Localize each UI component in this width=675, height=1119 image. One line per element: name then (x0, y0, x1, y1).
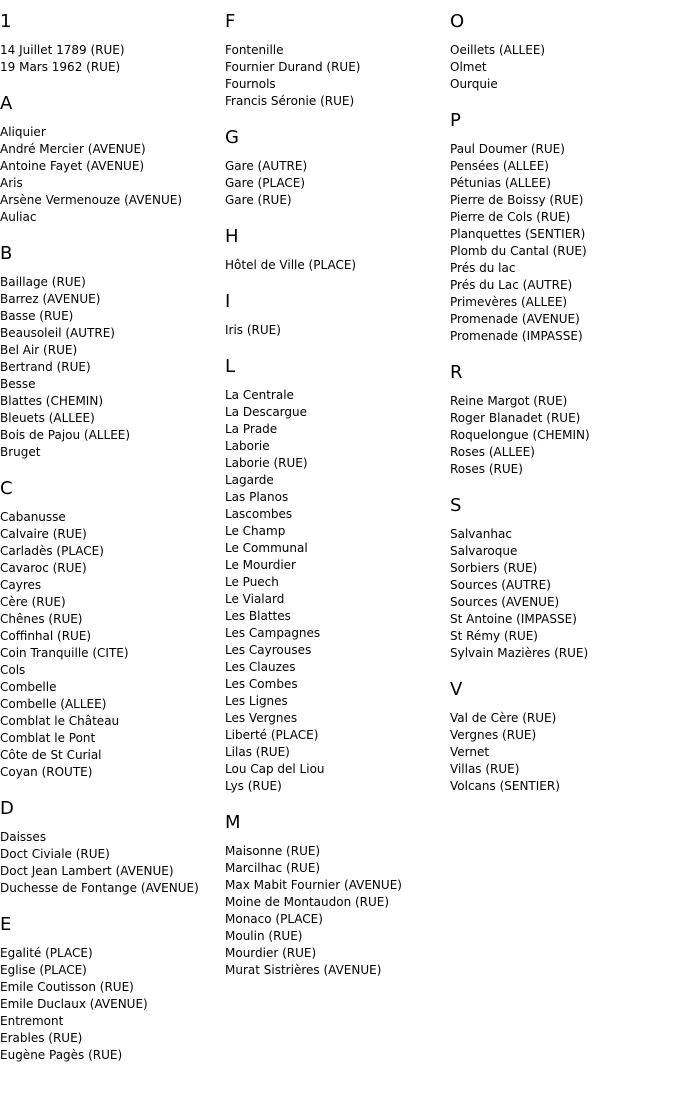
street-name: Cabanusse (0, 510, 66, 524)
street-name: Cère (RUE) (0, 595, 66, 609)
street-name: Coin Tranquille (CITE) (0, 646, 129, 660)
street-name: Sources (AVENUE) (450, 595, 560, 609)
street-name: Oeillets (ALLEE) (450, 43, 546, 57)
street-name: Cols (0, 663, 26, 677)
section-letter-heading: F (225, 11, 236, 32)
street-name: Murat Sistrières (AVENUE) (225, 963, 382, 977)
letter-section (225, 356, 449, 795)
street-name: Daisses (0, 830, 47, 844)
street-name: Val de Cère (RUE) (450, 711, 557, 725)
street-name: Salvaroque (450, 544, 518, 558)
street-name: Laborie (225, 439, 270, 453)
street-name: Eglise (PLACE) (0, 963, 87, 977)
street-name: Bel Air (RUE) (0, 343, 78, 357)
street-name: La Descargue (225, 405, 308, 419)
street-name: Coyan (ROUTE) (0, 765, 93, 779)
street-list (225, 158, 449, 209)
street-name: Les Blattes (225, 609, 291, 623)
street-name: Vergnes (RUE) (450, 728, 537, 742)
street-name: Doct Civiale (RUE) (0, 847, 110, 861)
section-letter-heading: L (225, 356, 236, 377)
street-name: Barrez (AVENUE) (0, 292, 101, 306)
column-3 (450, 11, 674, 812)
street-name: Lys (RUE) (225, 779, 282, 793)
street-name: Roquelongue (CHEMIN) (450, 428, 590, 442)
section-letter-heading: D (0, 798, 14, 819)
street-name: Mourdier (RUE) (225, 946, 317, 960)
letter-section (450, 679, 674, 795)
street-name: Vernet (450, 745, 490, 759)
street-name: Combelle (0, 680, 57, 694)
street-name: Baillage (RUE) (0, 275, 86, 289)
section-letter-heading: G (225, 127, 239, 148)
street-name: Bois de Pajou (ALLEE) (0, 428, 131, 442)
street-name: Moine de Montaudon (RUE) (225, 895, 390, 909)
street-name: Lou Cap del Liou (225, 762, 325, 776)
street-name: Planquettes (SENTIER) (450, 227, 586, 241)
street-name: Aris (0, 176, 23, 190)
street-name: Roger Blanadet (RUE) (450, 411, 581, 425)
street-name: Bertrand (RUE) (0, 360, 91, 374)
street-name: Antoine Fayet (AVENUE) (0, 159, 145, 173)
street-name: Les Combes (225, 677, 298, 691)
street-name: Entremont (0, 1014, 64, 1028)
street-name: Basse (RUE) (0, 309, 74, 323)
street-name: La Prade (225, 422, 278, 436)
letter-section (0, 914, 224, 1064)
street-name: Sources (AUTRE) (450, 578, 551, 592)
street-name: Primevères (ALLEE) (450, 295, 568, 309)
street-name: Pétunias (ALLEE) (450, 176, 551, 190)
street-list (0, 945, 224, 1064)
street-name: Sylvain Mazières (RUE) (450, 646, 589, 660)
street-name: Aliquier (0, 125, 46, 139)
street-name: Max Mabit Fournier (AVENUE) (225, 878, 402, 892)
street-name: Les Campagnes (225, 626, 321, 640)
street-list (0, 42, 224, 76)
street-name: Besse (0, 377, 36, 391)
street-name: Coffinhal (RUE) (0, 629, 92, 643)
street-name: Roses (ALLEE) (450, 445, 535, 459)
street-name: Egalité (PLACE) (0, 946, 93, 960)
street-name: Laborie (RUE) (225, 456, 308, 470)
street-name: Maisonne (RUE) (225, 844, 321, 858)
street-name: Pierre de Boissy (RUE) (450, 193, 584, 207)
column-2 (225, 11, 449, 996)
street-name: St Rémy (RUE) (450, 629, 538, 643)
street-name: Gare (PLACE) (225, 176, 306, 190)
street-list (450, 42, 674, 93)
street-list (450, 141, 674, 345)
street-name: Promenade (AVENUE) (450, 312, 580, 326)
street-name: Les Clauzes (225, 660, 296, 674)
street-name: Eugène Pagès (RUE) (0, 1048, 123, 1062)
street-name: Paul Doumer (RUE) (450, 142, 565, 156)
street-name: Beausoleil (AUTRE) (0, 326, 115, 340)
street-name: La Centrale (225, 388, 294, 402)
street-name: Auliac (0, 210, 37, 224)
section-letter-heading: C (0, 478, 13, 499)
street-name: Liberté (PLACE) (225, 728, 319, 742)
section-letter-heading: H (225, 226, 239, 247)
street-name: Prés du Lac (AUTRE) (450, 278, 573, 292)
street-name: Reine Margot (RUE) (450, 394, 568, 408)
street-name: André Mercier (AVENUE) (0, 142, 146, 156)
letter-section (450, 495, 674, 662)
street-name: Francis Séronie (RUE) (225, 94, 355, 108)
street-name: Ourquie (450, 77, 498, 91)
street-name: Les Lignes (225, 694, 288, 708)
column-1 (0, 11, 224, 1081)
street-name: Comblat le Château (0, 714, 120, 728)
section-letter-heading: E (0, 914, 12, 935)
street-name: Villas (RUE) (450, 762, 520, 776)
street-name: Le Mourdier (225, 558, 296, 572)
street-list (225, 257, 449, 274)
street-name: Sorbiers (RUE) (450, 561, 538, 575)
street-name: Fontenille (225, 43, 284, 57)
section-letter-heading: V (450, 679, 463, 700)
section-letter-heading: 1 (0, 11, 12, 32)
street-name: Blattes (CHEMIN) (0, 394, 103, 408)
street-name: Pensées (ALLEE) (450, 159, 549, 173)
street-name: Pierre de Cols (RUE) (450, 210, 571, 224)
street-list (225, 843, 449, 979)
street-name: Fournier Durand (RUE) (225, 60, 361, 74)
section-letter-heading: S (450, 495, 462, 516)
letter-section (0, 798, 224, 897)
street-name: Comblat le Pont (0, 731, 96, 745)
street-name: Moulin (RUE) (225, 929, 303, 943)
street-name: 19 Mars 1962 (RUE) (0, 60, 121, 74)
street-name: Calvaire (RUE) (0, 527, 87, 541)
street-name: Monaco (PLACE) (225, 912, 323, 926)
street-name: Les Cayrouses (225, 643, 312, 657)
letter-section (0, 243, 224, 461)
street-name: Hôtel de Ville (PLACE) (225, 258, 357, 272)
street-name: Côte de St Curial (0, 748, 102, 762)
street-name: Iris (RUE) (225, 323, 281, 337)
street-name: Carladès (PLACE) (0, 544, 104, 558)
street-name: Doct Jean Lambert (AVENUE) (0, 864, 174, 878)
street-name: Erables (RUE) (0, 1031, 83, 1045)
street-name: Lagarde (225, 473, 274, 487)
street-name: Emile Duclaux (AVENUE) (0, 997, 148, 1011)
section-letter-heading: O (450, 11, 465, 32)
street-name: Olmet (450, 60, 487, 74)
street-list (0, 829, 224, 897)
street-name: Cayres (0, 578, 42, 592)
street-list (0, 274, 224, 461)
letter-section (225, 127, 449, 209)
letter-section (450, 362, 674, 478)
street-name: Volcans (SENTIER) (450, 779, 560, 793)
street-list (0, 509, 224, 781)
street-name: Le Champ (225, 524, 286, 538)
street-name: Lilas (RUE) (225, 745, 290, 759)
letter-section (0, 93, 224, 226)
letter-section (225, 812, 449, 979)
section-letter-heading: A (0, 93, 13, 114)
letter-section (0, 11, 224, 76)
street-name: Chênes (RUE) (0, 612, 83, 626)
letter-section (450, 110, 674, 345)
street-name: Le Communal (225, 541, 308, 555)
street-name: Roses (RUE) (450, 462, 523, 476)
street-name: Cavaroc (RUE) (0, 561, 87, 575)
street-list (225, 42, 449, 110)
street-name: Les Vergnes (225, 711, 298, 725)
street-name: Bruget (0, 445, 41, 459)
section-letter-heading: B (0, 243, 13, 264)
street-list (225, 322, 449, 339)
letter-section (450, 11, 674, 93)
street-name: Las Planos (225, 490, 289, 504)
street-name: Prés du lac (450, 261, 516, 275)
letter-section (225, 226, 449, 274)
letter-section (225, 11, 449, 110)
letter-section (225, 291, 449, 339)
street-name: Le Puech (225, 575, 279, 589)
street-name: Emile Coutisson (RUE) (0, 980, 134, 994)
street-name: Duchesse de Fontange (AVENUE) (0, 881, 199, 895)
street-name: Salvanhac (450, 527, 512, 541)
street-name: Gare (RUE) (225, 193, 292, 207)
section-letter-heading: M (225, 812, 241, 833)
street-name: Combelle (ALLEE) (0, 697, 107, 711)
street-name: Promenade (IMPASSE) (450, 329, 583, 343)
street-name: Bleuets (ALLEE) (0, 411, 95, 425)
street-name: Fournols (225, 77, 276, 91)
street-list (225, 387, 449, 795)
section-letter-heading: I (225, 291, 231, 312)
street-name: St Antoine (IMPASSE) (450, 612, 577, 626)
street-list (0, 124, 224, 226)
street-list (450, 710, 674, 795)
street-list (450, 393, 674, 478)
section-letter-heading: R (450, 362, 463, 383)
street-name: Marcilhac (RUE) (225, 861, 321, 875)
street-name: Arsène Vermenouze (AVENUE) (0, 193, 183, 207)
street-name: Le Vialard (225, 592, 285, 606)
street-name: Gare (AUTRE) (225, 159, 308, 173)
street-name: Plomb du Cantal (RUE) (450, 244, 587, 258)
street-list (450, 526, 674, 662)
street-name: Lascombes (225, 507, 293, 521)
street-name: 14 Juillet 1789 (RUE) (0, 43, 125, 57)
letter-section (0, 478, 224, 781)
section-letter-heading: P (450, 110, 461, 131)
